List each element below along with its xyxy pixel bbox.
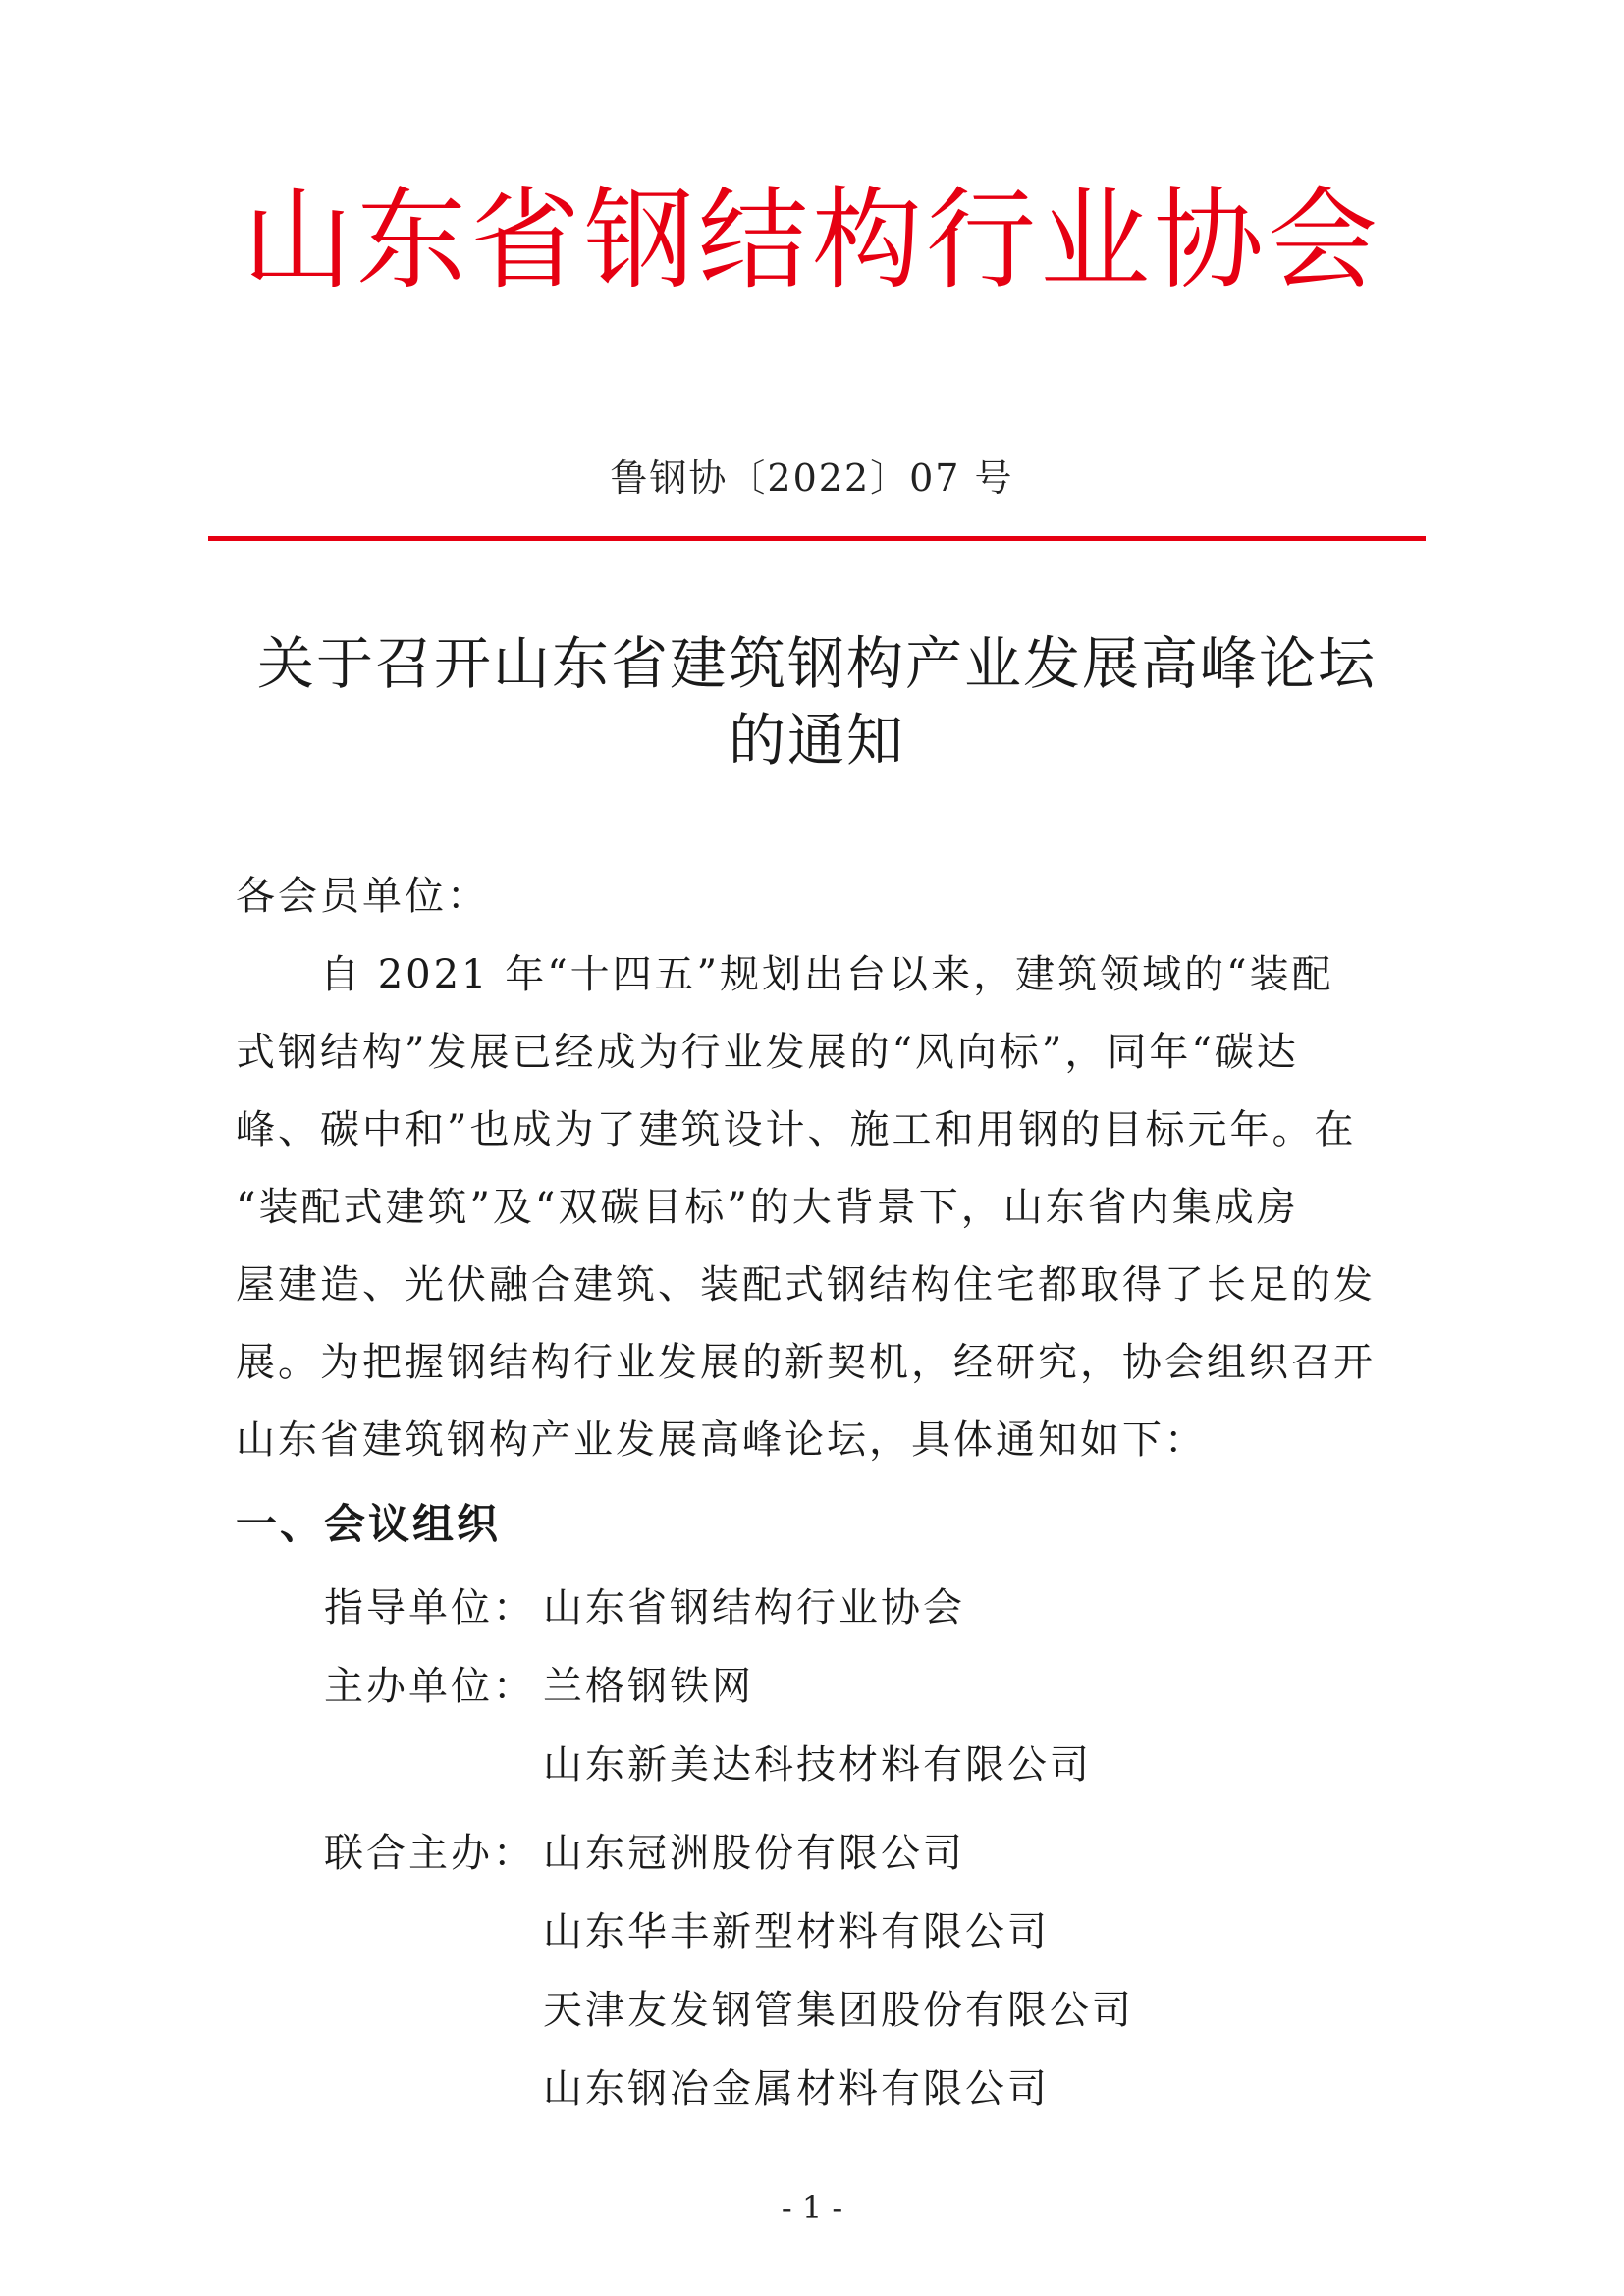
paragraph-line: “装配式建筑”及“双碳目标”的大背景下，山东省内集成房 bbox=[236, 1185, 1299, 1230]
cohost-unit-label: 联合主办： bbox=[324, 1831, 535, 1876]
guide-unit-label: 指导单位： bbox=[324, 1585, 535, 1630]
salutation: 各会员单位： bbox=[236, 874, 489, 919]
notice-title-line-2: 的通知 bbox=[728, 707, 905, 774]
page-number: - 1 - bbox=[781, 2189, 843, 2226]
paragraph-line: 式钢结构”发展已经成为行业发展的“风向标”，同年“碳达 bbox=[236, 1030, 1299, 1075]
paragraph-line: 自 2021 年“十四五”规划出台以来，建筑领域的“装配 bbox=[236, 952, 1334, 997]
cohost-unit-value: 山东钢冶金属材料有限公司 bbox=[543, 2066, 1050, 2111]
section-heading: 一、会议组织 bbox=[236, 1500, 502, 1548]
paragraph-line: 峰、碳中和”也成为了建筑设计、施工和用钢的目标元年。在 bbox=[236, 1107, 1357, 1152]
paragraph-line: 屋建造、光伏融合建筑、装配式钢结构住宅都取得了长足的发 bbox=[236, 1262, 1376, 1308]
host-unit-value: 山东新美达科技材料有限公司 bbox=[543, 1742, 1092, 1788]
guide-unit-value: 山东省钢结构行业协会 bbox=[543, 1585, 965, 1630]
host-unit-label: 主办单位： bbox=[324, 1664, 535, 1709]
org-title: 山东省钢结构行业协会 bbox=[243, 177, 1381, 304]
cohost-unit-value: 山东冠洲股份有限公司 bbox=[543, 1831, 965, 1876]
paragraph-line: 展。为把握钢结构行业发展的新契机，经研究，协会组织召开 bbox=[236, 1340, 1376, 1385]
host-unit-value: 兰格钢铁网 bbox=[543, 1664, 754, 1709]
document-number: 鲁钢协〔2022〕07 号 bbox=[610, 456, 1014, 500]
cohost-unit-value: 天津友发钢管集团股份有限公司 bbox=[543, 1988, 1134, 2033]
paragraph-line: 山东省建筑钢构产业发展高峰论坛，具体通知如下： bbox=[236, 1417, 1207, 1463]
red-divider-line bbox=[208, 536, 1426, 541]
cohost-unit-value: 山东华丰新型材料有限公司 bbox=[543, 1909, 1050, 1954]
notice-title-line-1: 关于召开山东省建筑钢构产业发展高峰论坛 bbox=[256, 630, 1377, 697]
